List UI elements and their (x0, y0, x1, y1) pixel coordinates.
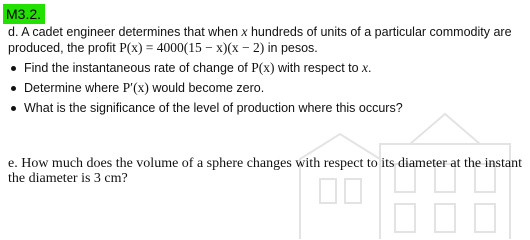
bullet-icon (11, 86, 16, 91)
problem-d-bullets (8, 60, 523, 116)
profit-function: P(x) = 4000(15 − x)(x − 2) (119, 40, 265, 55)
bullet-icon (11, 106, 16, 111)
bullet-icon (11, 66, 16, 71)
list-item: What is the significance of the level of production where this occurs? (8, 100, 523, 116)
problem-d-statement: d. A cadet engineer determines that when x hundreds of units of a particular commodity are produced, the profit P(x) = 4000(15 − x)(x − 2) in pesos. (8, 24, 512, 55)
list-item: Determine where P′(x) would become zero. (8, 80, 523, 96)
section-tag: M3.2. (3, 4, 45, 24)
problem-e: e. How much does the volume of a sphere changes with respect to its diameter at the instant the diameter is 3 cm? (8, 156, 522, 186)
problem-d (8, 24, 523, 120)
list-item: Find the instantaneous rate of change of P(x) with respect to x. (8, 60, 523, 76)
